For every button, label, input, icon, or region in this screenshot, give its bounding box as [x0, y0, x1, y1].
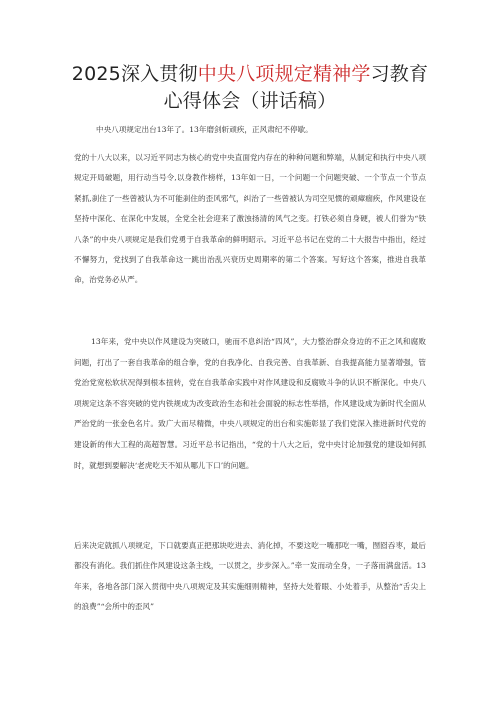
paragraph-2: 党的十八大以来，以习近平同志为核心的党中央直面党内存在的种种问题和弊端，从制定和执行中央八项规定开局破题，用行动当号令,以身教作榜样，13年如一日，一个问题一个问题突破、一个节点一个节点紧抓,刹住了一些曾被认为不可能刹住的歪风邪气，纠治了一些曾被认为司空见惯的顽瘴痼疾，作风建设在坚持中深化、在深化中发展，全党全社会迎来了激浊扬清的风气之变。打铁必须自身硬，被人们誉为“铁八条”的中央八项规定是我们党勇于自我革命的鲜明昭示。习近平总书记在党的二十大报告中指出，经过不懈努力，党找到了自我革命这一跳出治乱兴衰历史周期率的第二个答案。写好这个答案，推进自我革命，治党务必从严。 [74, 153, 426, 285]
title-highlight: 中央八项规定精神学 [197, 63, 371, 85]
paragraph-4: 后来决定就抓八项规定，下口就要真正把那块吃进去、消化掉，不要这吃一嘴那吃一嘴，囫囵吞枣，最后都没有消化。我们抓住作风建设这条主线，一以贯之，步步深入。”牵一发而动全身，一子落而满盘活。13年来，各地各部门深入贯彻中央八项规定及其实施细则精神，坚持大处着眼、小处着手，从整治“舌尖上的浪费”“会所中的歪风” [74, 541, 426, 612]
paragraph-1: 中央八项规定出台13年了。13年磨剑斩顽疾，正风肃纪不停歇。 [96, 125, 313, 134]
paragraph-3: 13年来，党中央以作风建设为突破口，驰而不息纠治“四风”，大力整治群众身边的不正之风和腐败问题，打出了一套自我革命的组合拳，党的自我净化、自我完善、自我革新、自我提高能力显著增强，管党治党宽松软状况得到根本扭转，党在自我革命实践中对作风建设和反腐败斗争的认识不断深化。中央八项规定这条不容突破的党内铁规成为改变政治生态和社会面貌的标志性举措，作风建设成为新时代全面从严治党的一张金色名片。致广大而尽精微，中央八项规定的出台和实施彰显了我们党深入推进新时代党的建设新的伟大工程的高超智慧。习近平总书记指出，“党的十八大之后，党中央讨论加强党的建设如何抓时，就想到要解决‘老虎吃天不知从哪儿下口’的问题。 [74, 337, 426, 470]
title-prefix: 2025深入贯彻 [71, 63, 198, 85]
title-suffix: 习教育 [370, 63, 429, 85]
document-title-line-1 [40, 62, 460, 86]
document-title-line-2: 心得体会（讲话稿） [163, 90, 337, 112]
